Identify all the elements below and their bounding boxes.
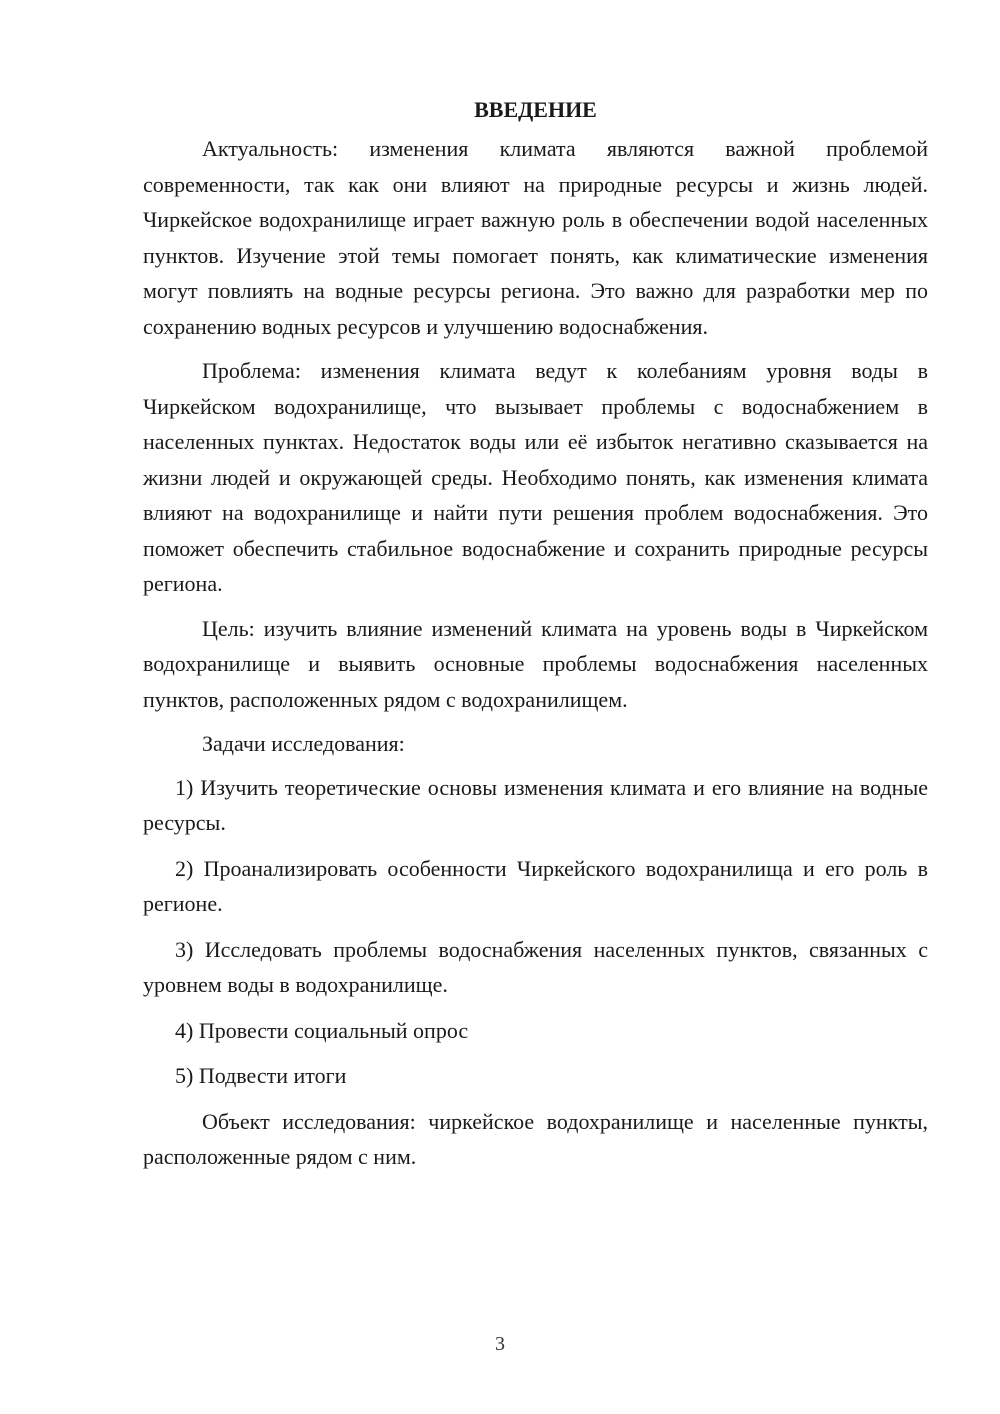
tasks-list bbox=[143, 770, 928, 1094]
tasks-heading: Задачи исследования: bbox=[202, 731, 405, 756]
task-item: 2) Проанализировать особенности Чиркейского водохранилища и его роль в регионе. bbox=[143, 855, 928, 916]
page-number: 3 bbox=[495, 1333, 505, 1355]
relevance-paragraph: Актуальность: изменения климата являются важной проблемой современности, так как они влияют на природные ресурсы и жизнь людей. Чиркейское водохранилище играет важную роль в обеспечении водой населенных пунктов. Изучение этой темы помогает понять, как климатические изменения могут повлиять на водные ресурсы региона. Это важно для разработки мер по сохранению водных ресурсов и улучшению водоснабжения. bbox=[143, 136, 928, 339]
task-item: 4) Провести социальный опрос bbox=[175, 1017, 469, 1043]
problem-paragraph: Проблема: изменения климата ведут к колебаниям уровня воды в Чиркейском водохранилище, что вызывает проблемы с водоснабжением в населенных пунктах. Недостаток воды или её избыток негативно сказывается на жизни людей и окружающей среды. Необходимо понять, как изменения климата влияют на водохранилище и найти пути решения проблем водоснабжения. Это поможет обеспечить стабильное водоснабжение и сохранить природные ресурсы региона. bbox=[143, 358, 928, 596]
section-title: ВВЕДЕНИЕ bbox=[474, 97, 597, 122]
object-paragraph: Объект исследования: чиркейское водохранилище и населенные пункты, расположенные рядом с ним. bbox=[143, 1108, 928, 1169]
task-item: 3) Исследовать проблемы водоснабжения населенных пунктов, связанных с уровнем воды в водохранилище. bbox=[143, 936, 928, 997]
task-item: 5) Подвести итоги bbox=[175, 1063, 347, 1088]
goal-paragraph: Цель: изучить влияние изменений климата на уровень воды в Чиркейском водохранилище и выявить основные проблемы водоснабжения населенных пунктов, расположенных рядом с водохранилищем. bbox=[143, 615, 928, 712]
document-page bbox=[143, 92, 928, 1184]
task-item: 1) Изучить теоретические основы изменения климата и его влияние на водные ресурсы. bbox=[143, 774, 928, 835]
